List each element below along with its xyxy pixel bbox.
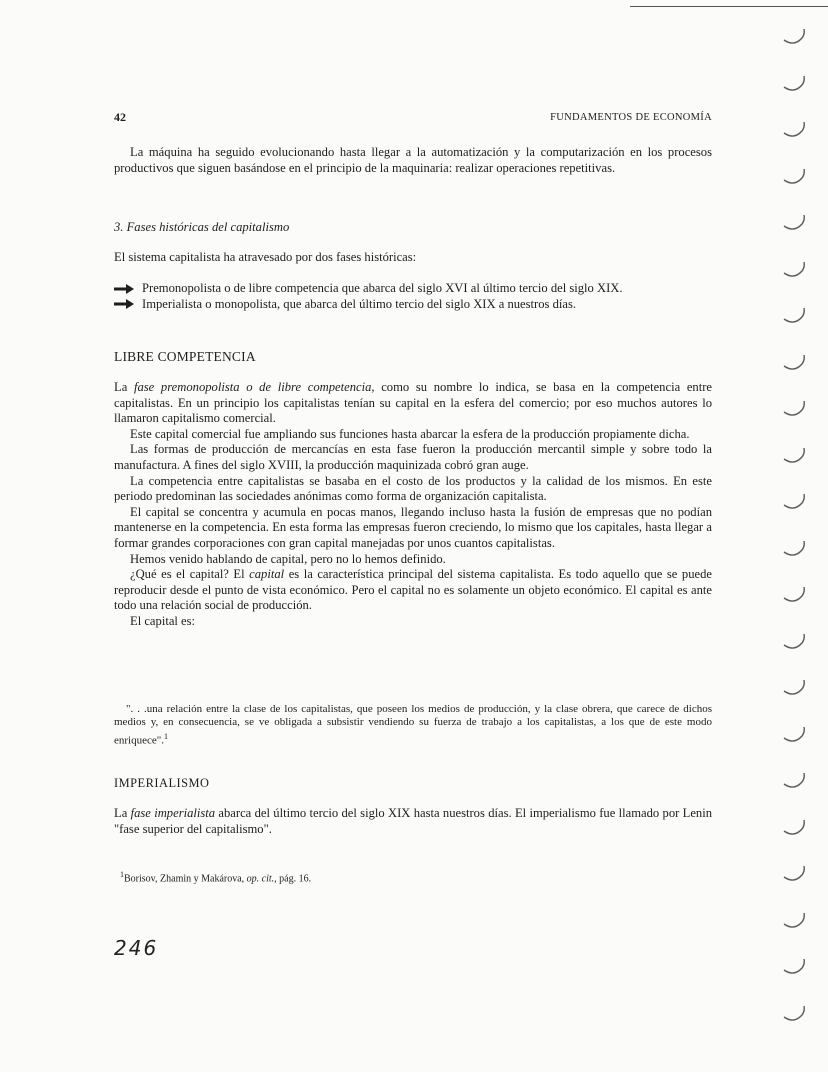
footnote-page: , pág. 16. — [274, 873, 312, 885]
binder-ring-icon — [782, 307, 808, 325]
paragraph-3: Las formas de producción de mercancías en esta fase fueron la producción mercantil simple y sobre todo la manufactura. A fines del siglo XVIII, la producción maquinizada cobró gran auge. — [114, 442, 712, 472]
binder-ring-icon — [782, 726, 808, 744]
p7-rest: es la característica principal del sistema capitalista. Es todo aquello que se puede reproducir desde el punto de vista económico. Pero el capital no es solamente un objeto económico. El capital es ante todo una relación social de producción. — [114, 567, 712, 613]
paragraph-6: Hemos venido hablando de capital, pero no lo hemos definido. — [130, 551, 446, 566]
p7-lead: ¿Qué es el capital? El — [130, 567, 250, 582]
binder-ring-icon — [782, 214, 808, 232]
paragraph-8: El capital es: — [130, 613, 196, 628]
top-edge-line — [630, 6, 828, 7]
binder-ring-icon — [782, 75, 808, 93]
page-number: 42 — [114, 110, 126, 124]
binder-ring-icon — [782, 400, 808, 418]
binder-ring-icon — [782, 168, 808, 186]
imperialismo-paragraph — [114, 806, 712, 837]
imp-rest: abarca del último tercio del siglo XIX hasta nuestros días. El imperialismo fue llamado por Lenin "fase superior del capitalismo". — [114, 806, 712, 836]
paragraph-4: La competencia entre capitalistas se basaba en el costo de los productos y la calidad de los mismos. En este periodo predominan las sociedades anónimas como forma de organización capitalista. — [114, 473, 712, 504]
binder-ring-icon — [782, 865, 808, 883]
handwritten-page-number: 246 — [114, 936, 159, 960]
block-quote — [114, 703, 712, 748]
bullet-text: Premonopolista o de libre competencia que abarca del siglo XVI al último tercio del siglo XIX. — [142, 281, 623, 295]
binder-ring-icon — [782, 586, 808, 604]
binder-ring-icon — [782, 958, 808, 976]
binder-ring-icon — [782, 354, 808, 372]
heading-imperialismo: IMPERIALISMO — [114, 776, 210, 790]
bullet-text: Imperialista o monopolista, que abarca del último tercio del siglo XIX a nuestros días. — [142, 296, 577, 311]
p1-lead: La — [114, 380, 134, 394]
imp-lead: La — [114, 806, 131, 820]
binder-ring-icon — [782, 633, 808, 651]
paragraph-1 — [114, 380, 712, 427]
quote-footnote-ref: 1 — [164, 731, 168, 741]
binder-ring-icon — [782, 1005, 808, 1023]
paragraph-2: Este capital comercial fue ampliando sus funciones hasta abarcar la esfera de la producción propiamente dicha. — [130, 426, 690, 441]
footnote — [120, 870, 718, 884]
bullet-item — [114, 297, 712, 313]
binder-ring-icon — [782, 28, 808, 46]
quote-text: ". . .una relación entre la clase de los capitalistas, que poseen los medios de producción, y la clase obrera, que carece de dichos medios y, en consecuencia, se ve obligada a subsistir vendiendo su fuerza de trabajo a los capitalistas, a los que de este modo enriquece". — [114, 703, 712, 747]
bullet-list — [114, 281, 712, 312]
heading-libre-competencia: LIBRE COMPETENCIA — [114, 349, 256, 364]
p1-italic-term: fase premonopolista o de libre competencia — [133, 380, 372, 394]
binder-rings — [782, 28, 812, 1058]
binder-ring-icon — [782, 540, 808, 558]
binder-ring-icon — [782, 493, 808, 511]
footnote-authors: Borisov, Zhamin y Makárova, — [124, 873, 247, 885]
binder-ring-icon — [782, 121, 808, 139]
binder-ring-icon — [782, 447, 808, 465]
section-3-intro: El sistema capitalista ha atravesado por dos fases históricas: — [114, 250, 417, 264]
imp-italic-term: fase imperialista — [130, 806, 216, 820]
binder-ring-icon — [782, 261, 808, 279]
paragraph-7 — [114, 567, 712, 614]
libre-competencia-body — [114, 380, 712, 630]
paragraph-5: El capital se concentra y acumula en pocas manos, llegando incluso hasta la fusión de empresas que no podían mantenerse en la competencia. En esta forma las empresas fueron creciendo, lo mismo que los capitales, hasta llegar a formar grandes corporaciones con gran capital manejadas por unos cuantos capitalistas. — [114, 504, 712, 550]
section-3-title: 3. Fases históricas del capitalismo — [114, 220, 290, 234]
binder-ring-icon — [782, 819, 808, 837]
footnote-work: op. cit. — [246, 873, 275, 885]
running-title: FUNDAMENTOS DE ECONOMÍA — [550, 112, 712, 123]
binder-ring-icon — [782, 679, 808, 697]
p7-italic-term: capital — [249, 567, 285, 582]
bullet-item — [114, 281, 712, 297]
arrow-bullet-icon — [114, 299, 134, 309]
footnote-mark: 1 — [120, 870, 124, 879]
p1-rest: , como su nombre lo indica, se basa en la competencia entre capitalistas. En un principio los capitalistas tenían su capital en la esfera del comercio; por eso muchos autores lo llamaron capitalismo comercial. — [114, 380, 713, 426]
binder-ring-icon — [782, 772, 808, 790]
arrow-bullet-icon — [114, 284, 134, 294]
binder-ring-icon — [782, 912, 808, 930]
intro-paragraph: La máquina ha seguido evolucionando hasta llegar a la automatización y la computarización en los procesos productivos que siguen basándose en el principio de la maquinaria: realizar operaciones repetitivas. — [114, 145, 712, 175]
